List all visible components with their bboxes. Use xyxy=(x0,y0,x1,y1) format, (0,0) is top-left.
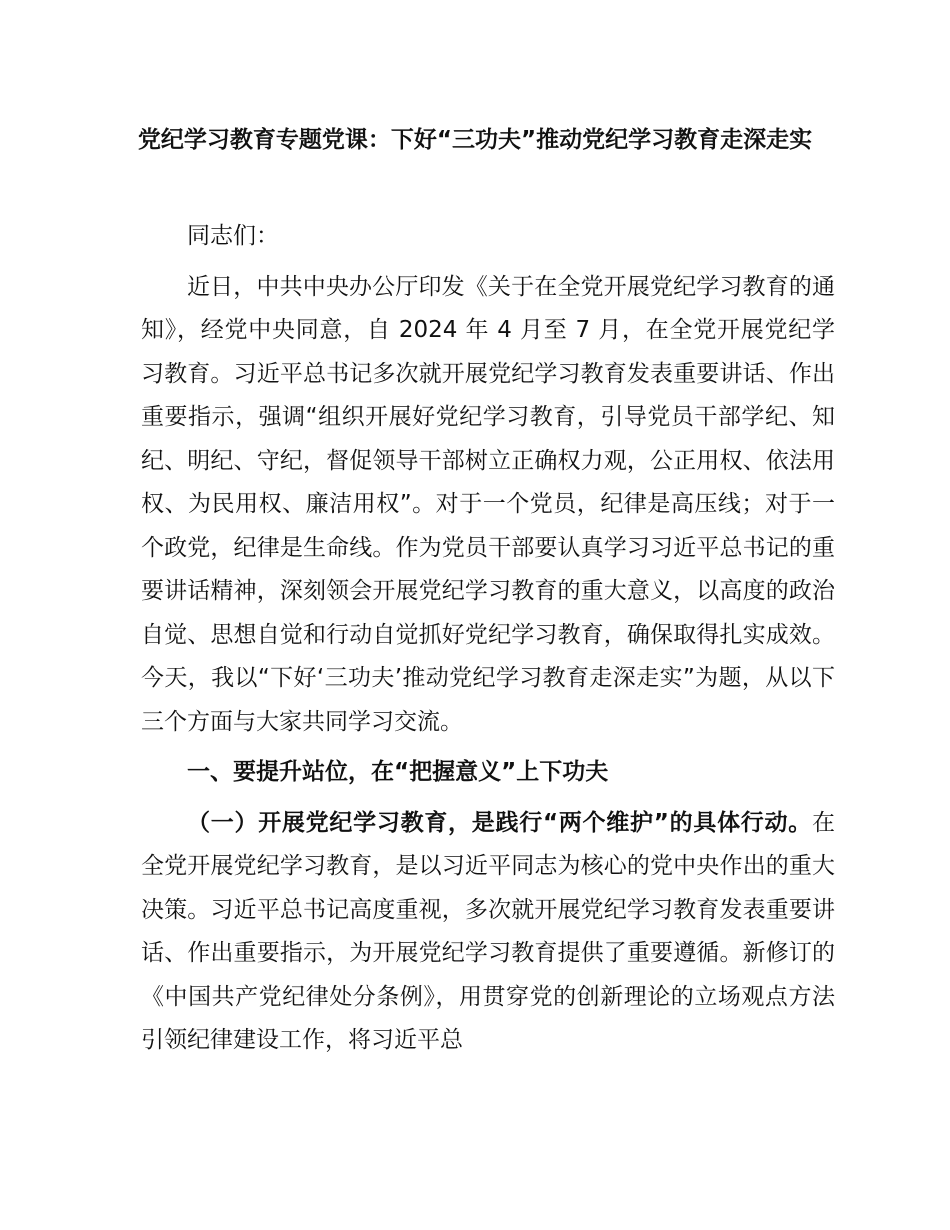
salutation: 同志们： xyxy=(187,223,279,249)
section-heading-1: 一、要提升站位，在“把握意义”上下功夫 xyxy=(187,759,609,785)
intro-paragraph: 近日，中共中央办公厅印发《关于在全党开展党纪学习教育的通知》，经党中央同意，自 2024 年 4 月至 7 月，在全党开展党纪学习教育。习近平总书记多次就开展党纪学习教育发表重要讲话、作出重要指示，强调“组织开展好党纪学习教育，引导党员干部学纪、知纪、明纪、守纪，督促领导干部树立正确权力观，公正用权、依法用权、为民用权、廉洁用权”。对于一个党员，纪律是高压线；对于一个政党，纪律是生命线。作为党员干部要认真学习习近平总书记的重要讲话精神，深刻领会开展党纪学习教育的重大意义，以高度的政治自觉、思想自觉和行动自觉抓好党纪学习教育，确保取得扎实成效。今天，我以“下好‘三功夫’推动党纪学习教育走深走实”为题，从以下三个方面与大家共同学习交流。 xyxy=(141,273,835,735)
document-body xyxy=(141,215,835,1086)
subsection-heading-1: （一）开展党纪学习教育，是践行“两个维护”的具体行动。 xyxy=(187,809,812,836)
subsection-body-1: 在全党开展党纪学习教育，是以习近平同志为核心的党中央作出的重大决策。习近平总书记高度重视，多次就开展党纪学习教育发表重要讲话、作出重要指示，为开展党纪学习教育提供了重要遵循。新修订的《中国共产党纪律处分条例》，用贯穿党的创新理论的立场观点方法引领纪律建设工作，将习近平总 xyxy=(141,809,835,1053)
document-title: 党纪学习教育专题党课：下好“三功夫”推动党纪学习教育走深走实 xyxy=(137,127,813,153)
subsection-paragraph-1 xyxy=(141,802,835,1063)
